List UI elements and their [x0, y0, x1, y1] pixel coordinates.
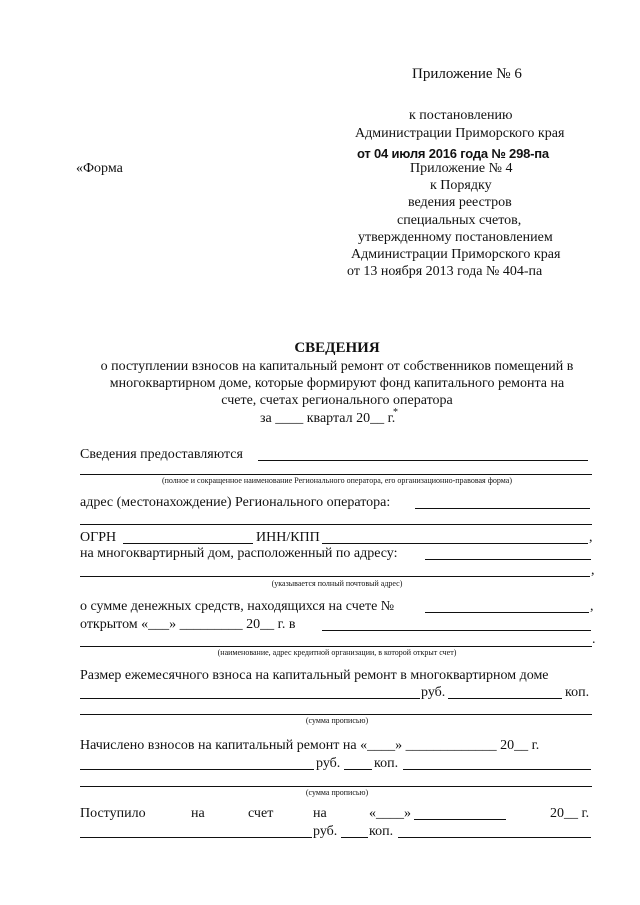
monthly-words-input-line[interactable] [80, 714, 592, 715]
title-subline-2: многоквартирном доме, которые формируют фонд капитального ремонта на [109, 376, 565, 391]
kop-label-1: коп. [565, 685, 590, 700]
header-line-3: утвержденному постановлением [358, 230, 553, 245]
address-input-line-2[interactable] [80, 524, 592, 525]
document-title: СВЕДЕНИЯ [294, 340, 380, 356]
form-mark: «Форма [76, 161, 123, 176]
accrued-words-input-line[interactable] [80, 786, 592, 787]
received-word-1: Поступило [80, 806, 146, 821]
received-word-5: «____» [369, 806, 411, 821]
received-rub-input-line[interactable] [80, 837, 312, 838]
date-number-stamp: от 04 июля 2016 года № 298-па [357, 146, 549, 161]
ogrn-label: ОГРН [80, 530, 117, 545]
accrued-kop-input-line[interactable] [344, 769, 372, 770]
header-line-1: ведения реестров [408, 195, 512, 210]
comma-1: , [589, 530, 593, 545]
accrued-rest-input-line[interactable] [403, 769, 591, 770]
received-rest-input-line[interactable] [398, 837, 591, 838]
inn-label: ИНН/КПП [256, 530, 320, 545]
bank-input-line-2[interactable] [80, 646, 592, 647]
address-input-line[interactable] [415, 508, 590, 509]
title-subline-1: о поступлении взносов на капитальный ремонт от собственников помещений в [100, 359, 574, 374]
comma-2: , [591, 563, 595, 578]
rub-label-2: руб. [316, 756, 341, 771]
house-address-input-line[interactable] [425, 559, 591, 560]
words-caption-1: (сумма прописью) [305, 716, 369, 725]
house-address-label: на многоквартирный дом, расположенный по адресу: [80, 546, 398, 561]
account-sum-label: о сумме денежных средств, находящихся на счете № [80, 599, 395, 614]
address-label: адрес (местонахождение) Регионального оператора: [80, 495, 391, 510]
inn-input-line[interactable] [322, 543, 588, 544]
title-subline-3: счете, счетах регионального оператора [221, 393, 453, 408]
received-word-6: 20__ г. [550, 806, 590, 821]
provided-label: Сведения предоставляются [80, 447, 243, 462]
header-line-4: Администрации Приморского края [351, 247, 561, 262]
opened-label: открытом «___» _________ 20__ г. в [80, 617, 296, 632]
monthly-rub-input-line[interactable] [80, 698, 420, 699]
received-month-input-line[interactable] [414, 819, 506, 820]
header-line-5: от 13 ноября 2013 года № 404-па [347, 264, 543, 279]
received-word-4: на [313, 806, 327, 821]
kop-label-3: коп. [369, 824, 394, 839]
dot-1: . [592, 632, 596, 647]
footnote-asterisk: * [393, 407, 398, 418]
accrued-rub-input-line[interactable] [80, 769, 314, 770]
provided-caption: (полное и сокращенное наименование Регионального оператора, его организационно-правовая форма) [161, 476, 513, 485]
comma-3: , [590, 599, 594, 614]
house-address-input-line-2[interactable] [80, 576, 590, 577]
received-word-3: счет [248, 806, 274, 821]
bank-caption: (наименование, адрес кредитной организации, в которой открыт счет) [217, 648, 457, 657]
provided-input-line-2[interactable] [80, 474, 592, 475]
administration: Администрации Приморского края [355, 126, 565, 141]
account-number-input-line[interactable] [425, 612, 589, 613]
rub-label-1: руб. [421, 685, 446, 700]
monthly-contribution-label: Размер ежемесячного взноса на капитальный ремонт в многоквартирном доме [80, 668, 549, 683]
postal-caption: (указывается полный почтовый адрес) [271, 579, 403, 588]
received-word-2: на [191, 806, 205, 821]
header-line-2: специальных счетов, [397, 213, 522, 228]
ogrn-input-line[interactable] [123, 543, 253, 544]
monthly-kop-input-line[interactable] [448, 698, 562, 699]
to-order: к Порядку [430, 178, 492, 193]
appendix-number: Приложение № 6 [412, 66, 522, 82]
kop-label-2: коп. [374, 756, 399, 771]
words-caption-2: (сумма прописью) [305, 788, 369, 797]
to-resolution: к постановлению [409, 108, 513, 123]
provided-input-line[interactable] [258, 460, 588, 461]
accrued-label: Начислено взносов на капитальный ремонт на «____» _____________ 20__ г. [80, 738, 540, 753]
sub-appendix: Приложение № 4 [410, 161, 513, 176]
rub-label-3: руб. [313, 824, 338, 839]
received-kop-input-line[interactable] [341, 837, 368, 838]
bank-input-line[interactable] [322, 630, 591, 631]
reporting-period: за ____ квартал 20__ г. [260, 411, 396, 426]
